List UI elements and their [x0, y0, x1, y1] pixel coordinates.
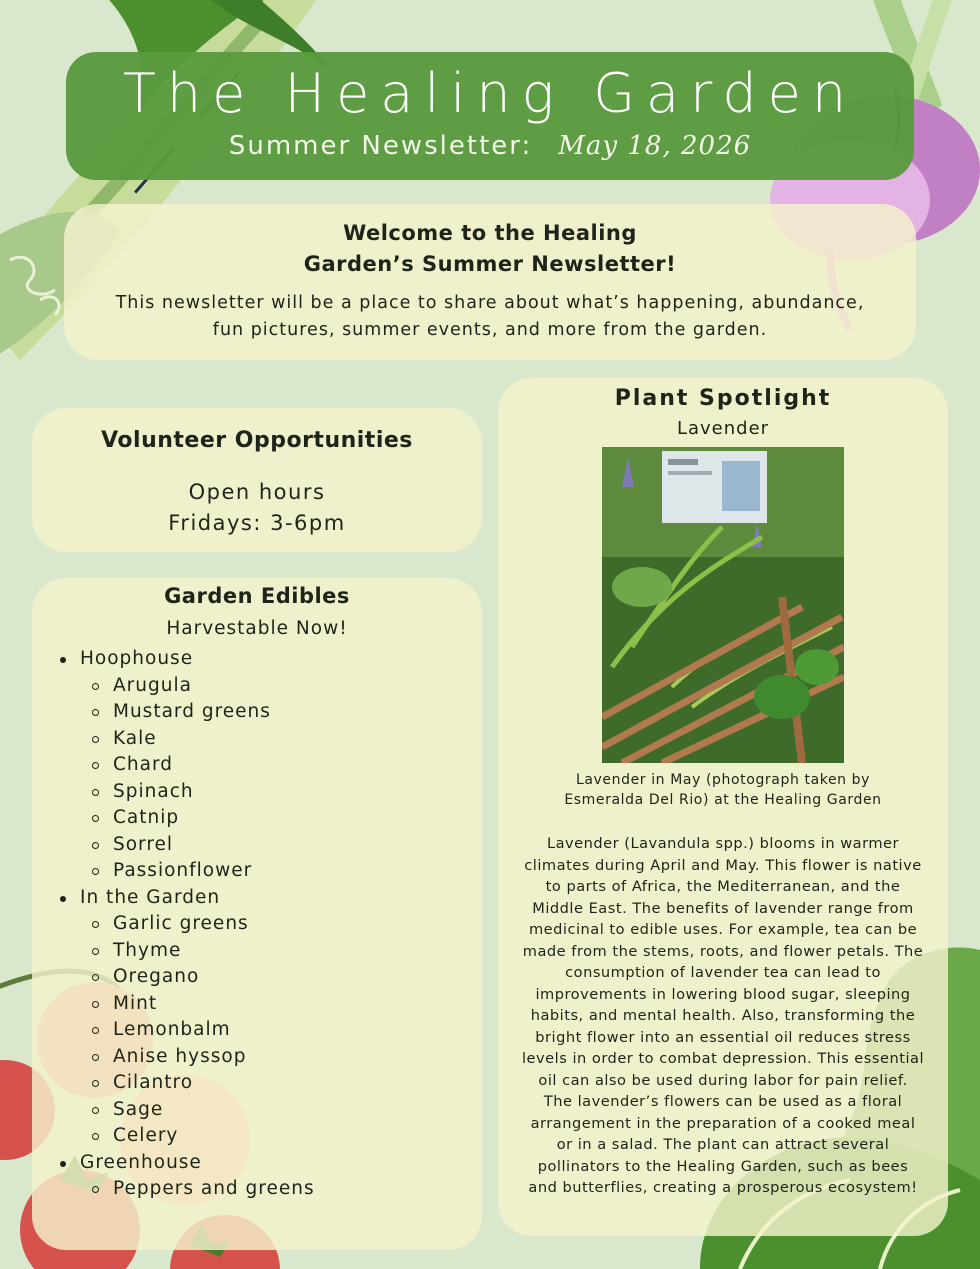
volunteer-card	[32, 408, 482, 552]
description-line: oil can also be used during labor for pain relief.	[538, 1071, 908, 1089]
edibles-item	[58, 699, 468, 726]
spotlight-description	[512, 833, 934, 1199]
bullet-circle-icon	[92, 736, 99, 743]
edibles-item-label: Cilantro	[113, 1072, 194, 1093]
edibles-group-name: In the Garden	[80, 886, 221, 908]
description-line: pollinators to the Healing Garden, such as bees	[537, 1157, 909, 1175]
bullet-circle-icon	[92, 1186, 99, 1193]
bullet-dot-icon	[60, 896, 66, 902]
edibles-item-label: Peppers and greens	[113, 1178, 315, 1199]
newsletter-date: May 18, 2026	[558, 131, 752, 161]
edibles-item	[58, 1123, 468, 1150]
lavender-photo	[602, 447, 844, 763]
edibles-item-label: Oregano	[113, 966, 200, 987]
edibles-item-label: Arugula	[113, 674, 192, 696]
edibles-item-label: Mint	[113, 992, 158, 1014]
bullet-circle-icon	[92, 683, 99, 690]
description-line: levels in order to combat depression. This essential	[522, 1050, 924, 1067]
edibles-item-label: Anise hyssop	[113, 1045, 247, 1067]
welcome-heading	[64, 218, 916, 280]
description-line: consumption of lavender tea can lead to	[565, 964, 881, 981]
edibles-item	[58, 1044, 468, 1071]
description-line: The lavender’s flowers can be used as a floral	[543, 1093, 903, 1110]
spotlight-plant-name: Lavender	[676, 418, 770, 439]
description-line: and butterflies, creating a prosperous ecosystem!	[528, 1179, 918, 1196]
bullet-circle-icon	[92, 709, 99, 716]
edibles-item	[58, 1070, 468, 1097]
caption-line1: Lavender in May (photograph taken by	[575, 772, 871, 788]
bullet-circle-icon	[92, 1027, 99, 1034]
edibles-item	[58, 1097, 468, 1124]
edibles-card	[32, 578, 482, 1250]
welcome-card	[64, 204, 916, 360]
description-line: habits, and mental health. Also, transforming the	[530, 1007, 916, 1024]
bullet-circle-icon	[92, 815, 99, 822]
bullet-dot-icon	[60, 657, 66, 663]
edibles-item-label: Garlic greens	[113, 913, 249, 934]
edibles-item-label: Thyme	[113, 939, 182, 961]
description-line: Lavender (Lavandula spp.) blooms in warmer	[546, 835, 900, 852]
edibles-item-label: Kale	[113, 727, 157, 749]
edibles-item	[58, 1017, 468, 1044]
edibles-item-label: Mustard greens	[113, 701, 271, 722]
edibles-item	[58, 964, 468, 991]
bullet-circle-icon	[92, 921, 99, 928]
welcome-heading-line2: Garden’s Summer Newsletter!	[303, 252, 677, 276]
bullet-circle-icon	[92, 868, 99, 875]
volunteer-hours-time: Fridays: 3-6pm	[168, 511, 346, 535]
edibles-item	[58, 991, 468, 1018]
newsletter-title: The Healing Garden	[122, 62, 858, 125]
edibles-heading: Garden Edibles	[164, 584, 350, 608]
edibles-item	[58, 1176, 468, 1203]
bullet-circle-icon	[92, 789, 99, 796]
subtitle-label: Summer Newsletter:	[228, 131, 533, 161]
description-line: to parts of Africa, the Mediterranean, and the	[545, 878, 901, 895]
volunteer-heading: Volunteer Opportunities	[101, 428, 413, 453]
bullet-circle-icon	[92, 1133, 99, 1140]
edibles-item-label: Sage	[113, 1098, 164, 1120]
photo-caption	[528, 770, 918, 810]
spotlight-heading: Plant Spotlight	[614, 386, 832, 411]
volunteer-hours-label: Open hours	[188, 480, 326, 504]
edibles-item-label: Sorrel	[113, 833, 174, 855]
description-line: or in a salad. The plant can attract several	[556, 1136, 890, 1153]
edibles-item	[58, 779, 468, 806]
edibles-item-label: Spinach	[113, 780, 194, 802]
edibles-list	[58, 646, 468, 1203]
caption-line2: Esmeralda Del Rio) at the Healing Garden	[564, 792, 882, 808]
description-line: bright flower into an essential oil reduces stress	[535, 1028, 911, 1046]
edibles-item-label: Lemonbalm	[113, 1019, 231, 1040]
edibles-item	[58, 938, 468, 965]
bullet-circle-icon	[92, 1001, 99, 1008]
welcome-text-line1: This newsletter will be a place to share about what’s happening, abundance,	[115, 293, 865, 313]
edibles-item-label: Catnip	[113, 807, 180, 828]
edibles-item-label: Celery	[113, 1125, 179, 1146]
spotlight-card	[498, 378, 948, 1236]
bullet-circle-icon	[92, 1054, 99, 1061]
bullet-circle-icon	[92, 948, 99, 955]
welcome-text	[64, 290, 916, 344]
edibles-group	[58, 885, 468, 912]
newsletter-subtitle	[66, 131, 914, 161]
edibles-group-name: Hoophouse	[80, 648, 194, 669]
edibles-item	[58, 752, 468, 779]
welcome-text-line2: fun pictures, summer events, and more from the garden.	[212, 320, 768, 340]
welcome-heading-line1: Welcome to the Healing	[343, 221, 637, 245]
edibles-item-label: Passionflower	[113, 860, 253, 881]
description-line: improvements in lowering blood sugar, sleeping	[535, 985, 911, 1003]
edibles-item	[58, 726, 468, 753]
edibles-item	[58, 911, 468, 938]
edibles-subheading: Harvestable Now!	[166, 618, 348, 639]
bullet-dot-icon	[60, 1161, 66, 1167]
description-line: medicinal to edible uses. For example, tea can be	[528, 921, 918, 938]
description-line: climates during April and May. This flower is native	[524, 856, 922, 874]
bullet-circle-icon	[92, 1107, 99, 1114]
edibles-item	[58, 805, 468, 832]
edibles-item	[58, 858, 468, 885]
edibles-item-label: Chard	[113, 754, 174, 775]
bullet-circle-icon	[92, 974, 99, 981]
description-line: Middle East. The benefits of lavender range from	[532, 899, 914, 917]
description-line: arrangement in the preparation of a cooked meal	[530, 1114, 916, 1132]
edibles-group	[58, 646, 468, 673]
bullet-circle-icon	[92, 1080, 99, 1087]
edibles-item	[58, 832, 468, 859]
description-line: made from the stems, roots, and flower petals. The	[522, 942, 924, 960]
edibles-item	[58, 673, 468, 700]
edibles-group-name: Greenhouse	[80, 1151, 202, 1173]
bullet-circle-icon	[92, 842, 99, 849]
bullet-circle-icon	[92, 762, 99, 769]
edibles-group	[58, 1150, 468, 1177]
